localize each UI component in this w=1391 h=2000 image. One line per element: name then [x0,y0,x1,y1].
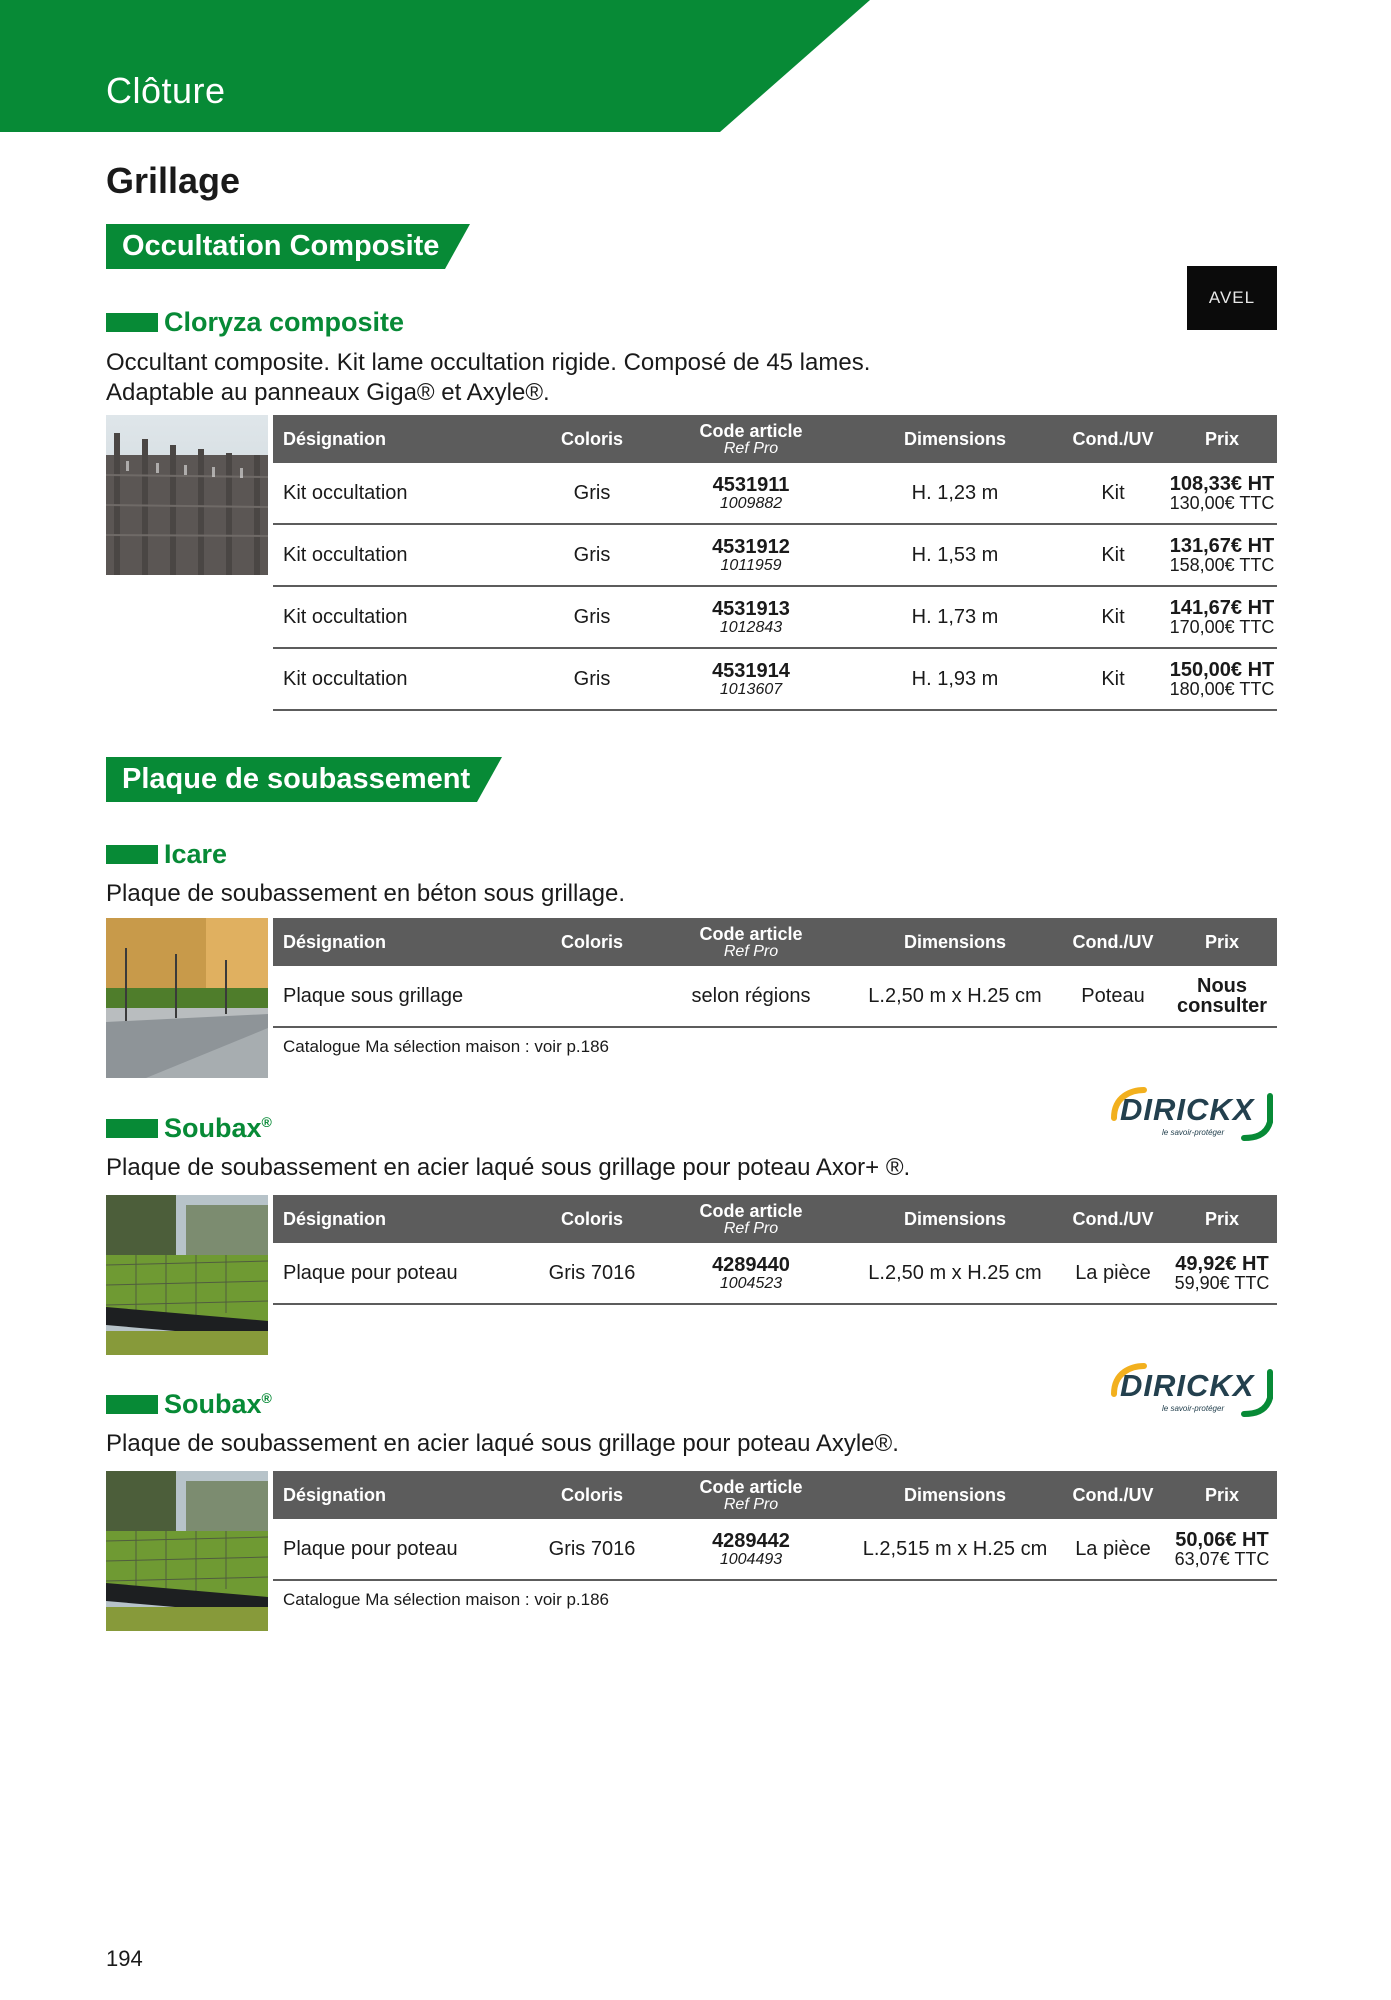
cell-prix [1167,1243,1277,1303]
ref-pro: 1004493 [719,1550,783,1568]
header-prix: Prix [1204,931,1240,952]
cell-coloris: Gris [573,543,611,566]
product-photo-cloryza [106,415,268,575]
header-code [651,1471,851,1519]
product-name [164,1389,272,1420]
header-coloris: Coloris [560,1208,623,1229]
cell-coloris: Gris [573,481,611,504]
dirickx-tagline: le savoir-protéger [1162,1128,1225,1137]
article-code: 4289440 [712,1253,790,1276]
header-code [651,415,851,463]
header-code-label: Code article [699,1200,803,1221]
catalogue-note: Catalogue Ma sélection maison : voir p.186 [283,1037,610,1056]
cell-dimensions: H. 1,53 m [911,543,999,566]
price-ttc: 130,00€ TTC [1169,492,1275,513]
product-photo-soubax-axor [106,1195,268,1355]
header-dimensions: Dimensions [903,428,1007,449]
title-bar-marker [106,1119,158,1138]
header-ref-label: Ref Pro [723,439,779,457]
cell-designation: Plaque sous grillage [283,984,464,1007]
price-ttc: 59,90€ TTC [1174,1272,1270,1293]
cell-coloris: Gris [573,667,611,690]
title-bar-marker [106,1395,158,1414]
cell-cond: Kit [1101,605,1125,628]
article-code: 4531911 [712,473,790,496]
product-name [164,1113,272,1144]
header-cond: Cond./UV [1072,428,1154,449]
header-dimensions: Dimensions [903,931,1007,952]
table-header [273,918,1277,966]
header-code-label: Code article [699,420,803,441]
cell-coloris: Gris [573,605,611,628]
price-ttc: 158,00€ TTC [1169,554,1275,575]
header-ref-label: Ref Pro [723,942,779,960]
cell-cond: Poteau [1081,984,1145,1007]
table-row [273,649,1277,711]
product-description [106,348,870,408]
avel-logo: AVEL [1187,266,1277,330]
title-bar-marker [106,845,158,864]
header-coloris: Coloris [560,931,623,952]
cell-code [651,1243,851,1303]
dirickx-tagline: le savoir-protéger [1162,1404,1225,1413]
cell-cond: Kit [1101,543,1125,566]
header-designation: Désignation [283,1208,387,1229]
cell-prix [1167,649,1277,709]
article-code: 4531914 [712,659,790,682]
section-title: Plaque de soubassement [122,763,471,795]
article-code: 4531913 [712,597,790,620]
dirickx-wordmark: DIRICKX [1120,1092,1255,1127]
cell-coloris: Gris 7016 [548,1537,636,1560]
cell-dimensions: H. 1,93 m [911,667,999,690]
cell-code: selon régions [691,984,811,1007]
cell-designation: Kit occultation [283,667,408,690]
price-ttc: 63,07€ TTC [1174,1548,1270,1569]
description-line: Adaptable au panneaux Giga® et Axyle®. [106,379,550,406]
price-ht: 108,33€ HT [1169,472,1275,495]
header-code-label: Code article [699,1476,803,1497]
table-row [273,463,1277,525]
product-name-text: Soubax [164,1388,262,1419]
product-name: Cloryza composite [164,306,405,337]
soubax-axor-table [273,1195,1277,1305]
cell-code [651,525,851,585]
header-dimensions: Dimensions [903,1484,1007,1505]
table-row [273,966,1277,1028]
header-code [651,918,851,966]
dirickx-logo [1108,1358,1278,1424]
section-band-soubassement [106,757,502,802]
price-ht: 131,67€ HT [1169,534,1275,557]
table-row [273,587,1277,649]
cell-dimensions: H. 1,23 m [911,481,999,504]
header-dimensions: Dimensions [903,1208,1007,1229]
table-row [273,1519,1277,1581]
title-bar-marker [106,313,158,332]
ref-pro: 1011959 [720,556,782,574]
price-consult-line: Nous [1197,975,1247,997]
table-row [273,1243,1277,1305]
header-prix: Prix [1204,428,1240,449]
cell-dimensions: H. 1,73 m [911,605,999,628]
header-ref-label: Ref Pro [723,1219,779,1237]
cell-cond: La pièce [1075,1537,1151,1560]
cell-cond: Kit [1101,481,1125,504]
table-header [273,415,1277,463]
page-title: Grillage [106,160,241,201]
cell-designation: Kit occultation [283,481,408,504]
product-photo-icare [106,918,268,1078]
header-prix: Prix [1204,1484,1240,1505]
cell-dimensions: L.2,50 m x H.25 cm [868,1261,1042,1284]
cell-prix [1167,966,1277,1026]
product-name-text: Soubax [164,1112,262,1143]
cell-cond: La pièce [1075,1261,1151,1284]
table-header [273,1195,1277,1243]
dirickx-logo [1108,1082,1278,1148]
cell-prix [1167,587,1277,647]
product-description: Plaque de soubassement en béton sous grillage. [106,880,626,907]
cell-prix [1167,1519,1277,1579]
price-ht: 141,67€ HT [1169,596,1275,619]
soubax-axyle-table [273,1471,1277,1619]
cloryza-table [273,415,1277,711]
ref-pro: 1004523 [719,1274,783,1292]
header-ref-label: Ref Pro [723,1495,779,1513]
product-photo-soubax-axyle [106,1471,268,1631]
icare-table [273,918,1277,1066]
cell-dimensions: L.2,50 m x H.25 cm [868,984,1042,1007]
cell-coloris [533,966,651,1026]
product-title-cloryza [106,307,404,337]
product-title-soubax-axyle [106,1389,272,1419]
registered-mark: ® [261,1113,272,1130]
cell-code [651,649,851,709]
product-title-icare [106,839,227,869]
registered-mark: ® [261,1389,272,1406]
table-header [273,1471,1277,1519]
price-ht: 50,06€ HT [1175,1528,1269,1551]
cell-designation: Kit occultation [283,543,408,566]
dirickx-wordmark: DIRICKX [1120,1368,1255,1403]
product-description: Plaque de soubassement en acier laqué sous grillage pour poteau Axor+ ®. [106,1154,911,1181]
banner-title: Clôture [106,70,226,111]
header-cond: Cond./UV [1072,931,1154,952]
header-cond: Cond./UV [1072,1208,1154,1229]
header-designation: Désignation [283,931,387,952]
ref-pro: 1009882 [719,494,783,512]
header-cond: Cond./UV [1072,1484,1154,1505]
header-designation: Désignation [283,1484,387,1505]
ref-pro: 1012843 [719,618,783,636]
price-ht: 150,00€ HT [1169,658,1275,681]
header-code [651,1195,851,1243]
cell-cond: Kit [1101,667,1125,690]
table-row [273,525,1277,587]
price-ht: 49,92€ HT [1175,1252,1269,1275]
cell-designation: Plaque pour poteau [283,1537,458,1560]
cell-prix [1167,525,1277,585]
header-coloris: Coloris [560,1484,623,1505]
product-title-soubax-axor [106,1113,272,1143]
price-ttc: 170,00€ TTC [1169,616,1275,637]
cell-code [651,1519,851,1579]
page-number: 194 [106,1946,143,1971]
cell-code [651,587,851,647]
header-code-label: Code article [699,923,803,944]
cell-dimensions: L.2,515 m x H.25 cm [862,1537,1048,1560]
catalogue-note: Catalogue Ma sélection maison : voir p.186 [283,1590,610,1609]
top-banner [0,0,870,132]
cell-code [651,463,851,523]
cell-designation: Kit occultation [283,605,408,628]
price-ttc: 180,00€ TTC [1169,678,1275,699]
cell-coloris: Gris 7016 [548,1261,636,1284]
cell-prix [1167,463,1277,523]
product-description: Plaque de soubassement en acier laqué sous grillage pour poteau Axyle®. [106,1430,899,1457]
section-band-occultation [106,224,470,269]
header-designation: Désignation [283,428,387,449]
ref-pro: 1013607 [719,680,783,698]
cell-designation: Plaque pour poteau [283,1261,458,1284]
header-coloris: Coloris [560,428,623,449]
product-name: Icare [164,838,228,869]
article-code: 4531912 [712,535,790,558]
price-consult-line: consulter [1176,995,1268,1017]
section-title: Occultation Composite [122,230,440,262]
description-line: Occultant composite. Kit lame occultation rigide. Composé de 45 lames. [106,349,871,376]
header-prix: Prix [1204,1208,1240,1229]
article-code: 4289442 [712,1529,790,1552]
